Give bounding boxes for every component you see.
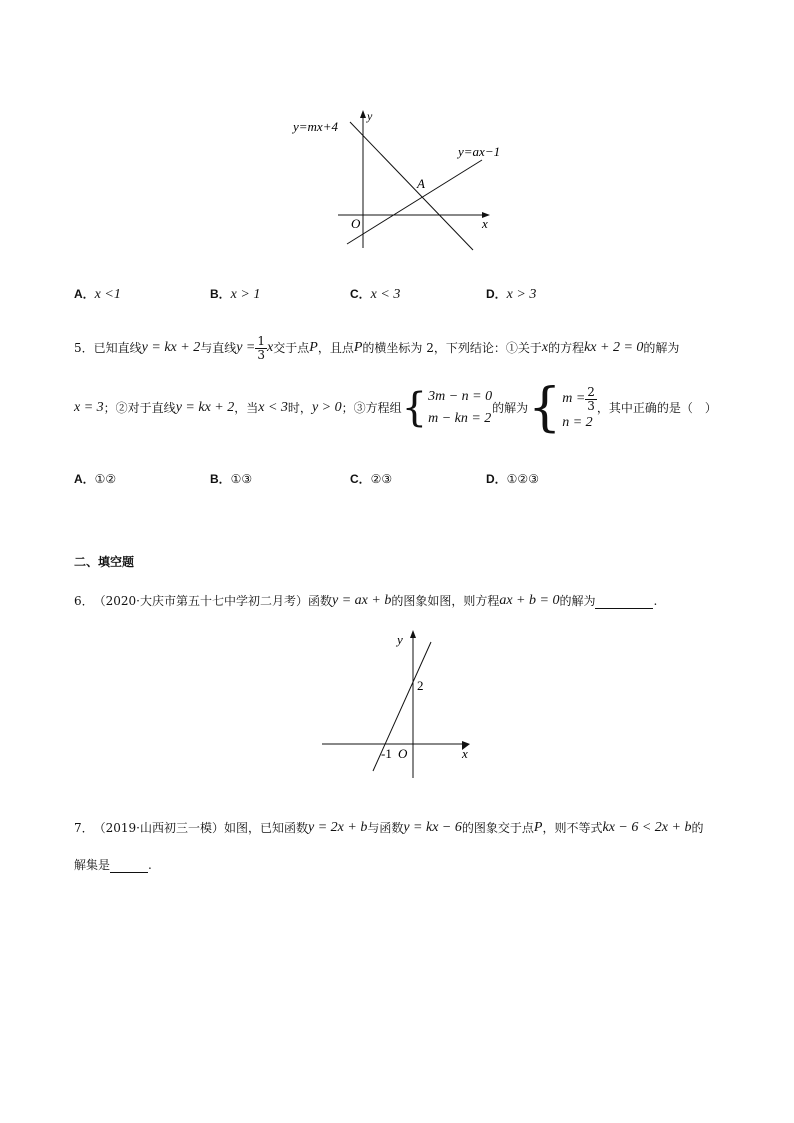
line1-label: y=mx+4 [293,119,338,134]
x-axis-label: x [462,746,468,761]
solution-system: m = $\frac{2}{3}$ n = 2 [562,384,595,430]
y-axis-label: y [397,632,403,647]
fraction-two-thirds: $\frac{2}{3}$ [587,384,595,413]
y-axis-arrow [360,110,366,118]
x-axis-label: x [482,216,488,231]
line-ax-minus-1 [347,160,482,244]
q4-option-c[interactable]: C．x < 3 [350,287,401,302]
equation-system: 3m − n = 0 m − kn = 2 [428,389,493,426]
q5-line-1: 5． 已知直线 y = kx + 2 与直线 y = $\frac{1}{3}$ x 交于点 P ，且点 P 的横坐标为 2，下列结论：①关于 x 的方程 kx + 2 = 0 的解为 [74,333,680,362]
section-heading-fill-in: 二、填空题 [74,555,135,569]
q6-line: 6． （2020·大庆市第五十七中学初二月考）函数 y = ax + b 的图象如图，则方程 ax + b = 0 的解为 . [74,593,658,608]
q5-option-a[interactable]: A．①② [74,472,117,486]
solution-left-brace: { [528,378,562,438]
figure-2-graph [318,630,478,780]
q5-number: 5． [74,341,94,355]
y-intercept-label: 2 [417,678,424,693]
q7-line-2: 解集是 . [74,858,152,872]
y-axis-arrow [410,630,416,638]
line2-label: y=ax−1 [458,144,501,159]
q5-line-2: x = 3 ；②对于直线 y = kx + 2 ，当 x < 3 时， y > 0 ；③方程组 { 3m − n = 0 m − kn = 2 的解为 { m = $\frac{2}{3}$ n = 2 ，其中正确的是（ ） [74,378,717,438]
fraction-one-third: $\frac{1}{3}$ [257,333,266,362]
origin-label: O [351,216,361,231]
q5-option-c[interactable]: C．②③ [350,472,393,486]
y-axis-label: y [367,109,373,123]
point-a-label: A [417,176,425,191]
figure-1-graph [290,108,510,253]
q6-number: 6． [74,594,94,608]
q4-option-a[interactable]: A．x <1 [74,287,121,302]
q7-answer-blank[interactable] [110,858,148,873]
q4-option-d[interactable]: D．x > 3 [486,287,537,302]
q6-answer-blank[interactable] [595,594,653,609]
q7-line-1: 7． （2019·山西初三一模）如图，已知函数 y = 2x + b 与函数 y = kx − 6 的图象交于点 P ，则不等式 kx − 6 < 2x + b 的 [74,820,704,835]
x-intercept-label: -1 [381,746,392,761]
q5-option-b[interactable]: B．①③ [210,472,253,486]
q5-option-d[interactable]: D．①②③ [486,472,539,486]
q4-option-b[interactable]: B．x > 1 [210,287,261,302]
origin-label: O [398,746,408,761]
system-left-brace: { [401,385,428,431]
q7-number: 7． [74,821,94,835]
